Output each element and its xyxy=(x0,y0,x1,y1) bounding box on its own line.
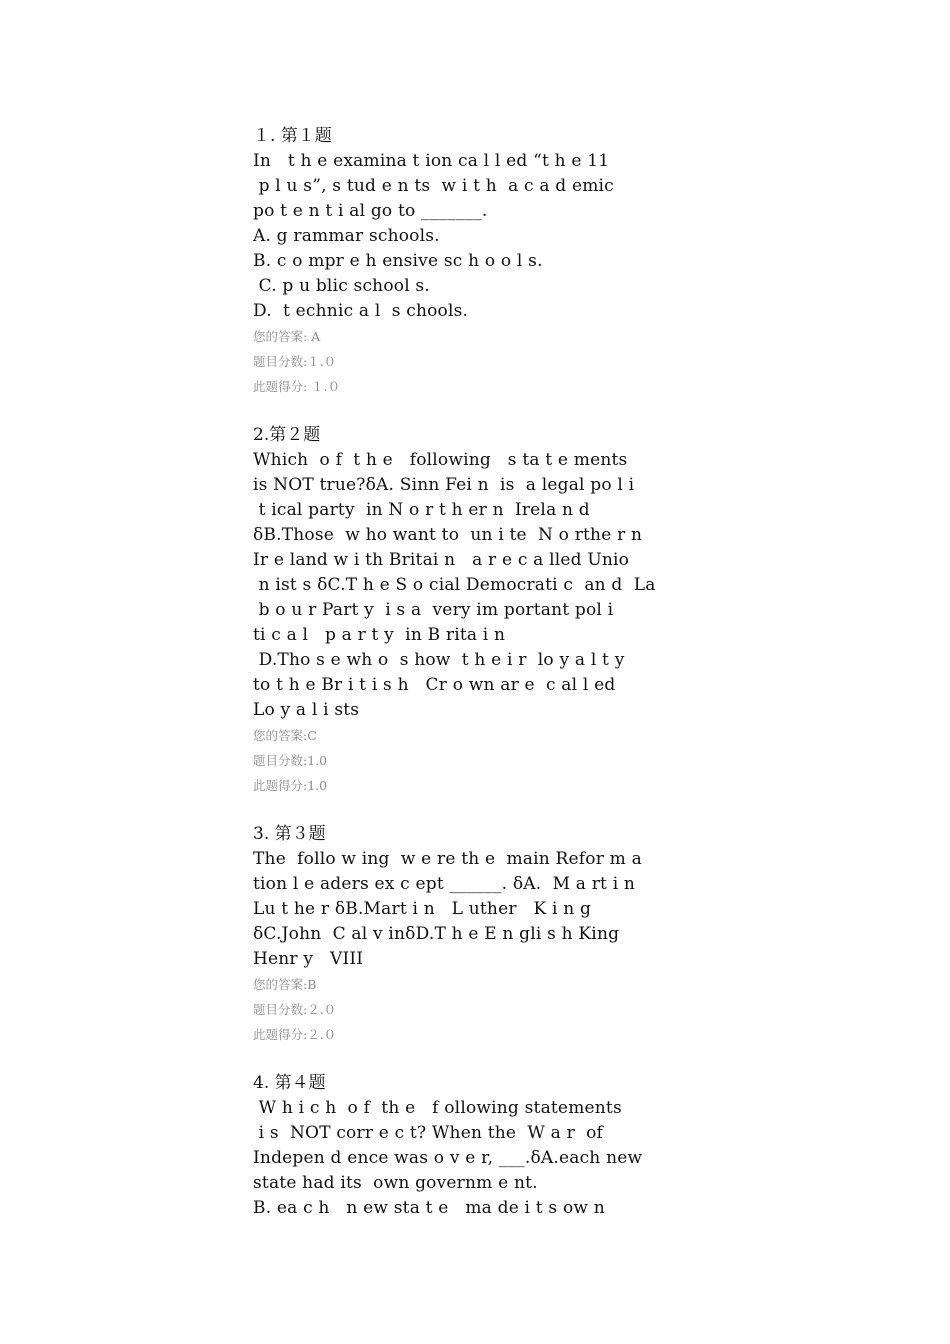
question-text-line: The follo w ing w e re th e main Refor m a xyxy=(253,849,642,869)
question-title: 2.第２题 xyxy=(253,425,321,445)
document-page xyxy=(253,124,713,1245)
question-text-line: t ical party in N o r t h er n Irela n d xyxy=(253,500,590,520)
question-text-line: Ir e land w i th Britai n a r e c a lled Unio xyxy=(253,550,630,570)
question-text-line: po t e n t i al go to _______. xyxy=(253,201,488,221)
option-d: D. t echnic a l s chools. xyxy=(253,301,469,321)
question-score: 题目分数:１.０ xyxy=(253,354,337,369)
question-text-line: p l u s”, s tud e n ts w i t h a c a d emic xyxy=(253,176,614,196)
question-score: 题目分数:２.０ xyxy=(253,1002,337,1017)
question-2 xyxy=(253,423,713,798)
earned-score: 此题得分: １.０ xyxy=(253,379,341,394)
question-text-line: is NOT true?ẟA. Sinn Fei n is a legal po l i xyxy=(253,475,635,495)
question-4 xyxy=(253,1071,713,1221)
question-title: １. 第１题 xyxy=(253,126,332,146)
question-text-line: n ist s ẟC.T h e S o cial Democrati c an d La xyxy=(253,575,656,595)
question-text-line: B. ea c h n ew sta t e ma de i t s ow n xyxy=(253,1198,605,1218)
question-text-line: state had its own governm e nt. xyxy=(253,1173,538,1193)
question-text-line: ti c a l p a r t y in B rita i n xyxy=(253,625,506,645)
question-text-line: D.Tho s e wh o s how t h e i r lo y a l t y xyxy=(253,650,625,670)
your-answer: 您的答案:B xyxy=(253,977,317,992)
question-text-line: Lu t he r ẟB.Mart i n L uther K i n g xyxy=(253,899,592,919)
question-score: 题目分数:1.0 xyxy=(253,753,328,768)
question-text-line: In t h e examina t ion ca l l ed “t h e 11 xyxy=(253,151,610,171)
question-1 xyxy=(253,124,713,399)
question-text-line: Which o f t h e following s ta t e ments xyxy=(253,450,628,470)
earned-score: 此题得分:２.０ xyxy=(253,1027,337,1042)
question-text-line: Henr y VIII xyxy=(253,949,364,969)
question-text-line: i s NOT corr e c t? When the W a r of xyxy=(253,1123,604,1143)
question-text-line: ẟB.Those w ho want to un i te N o rthe r n xyxy=(253,525,643,545)
your-answer: 您的答案: A xyxy=(253,329,321,344)
question-title: 3. 第３题 xyxy=(253,824,326,844)
question-text-line: ẟC.John C al v inẟD.T h e E n gli s h King xyxy=(253,924,620,944)
option-a: A. g rammar schools. xyxy=(253,226,440,246)
question-text-line: to t h e Br i t i s h Cr o wn ar e c al l ed xyxy=(253,675,616,695)
question-text-line: Lo y a l i sts xyxy=(253,700,360,720)
question-text-line: W h i c h o f th e f ollowing statements xyxy=(253,1098,622,1118)
question-text-line: Indepen d ence was o v e r, ___.ẟA.each new xyxy=(253,1148,643,1168)
question-text-line: tion l e aders ex c ept ______. ẟA. M a rt i n xyxy=(253,874,636,894)
option-c: C. p u blic school s. xyxy=(253,276,430,296)
earned-score: 此题得分:1.0 xyxy=(253,778,328,793)
question-title: 4. 第４题 xyxy=(253,1073,326,1093)
question-text-line: b o u r Part y i s a very im portant pol i xyxy=(253,600,614,620)
your-answer: 您的答案:C xyxy=(253,728,317,743)
question-3 xyxy=(253,822,713,1047)
option-b: B. c o mpr e h ensive sc h o o l s. xyxy=(253,251,543,271)
